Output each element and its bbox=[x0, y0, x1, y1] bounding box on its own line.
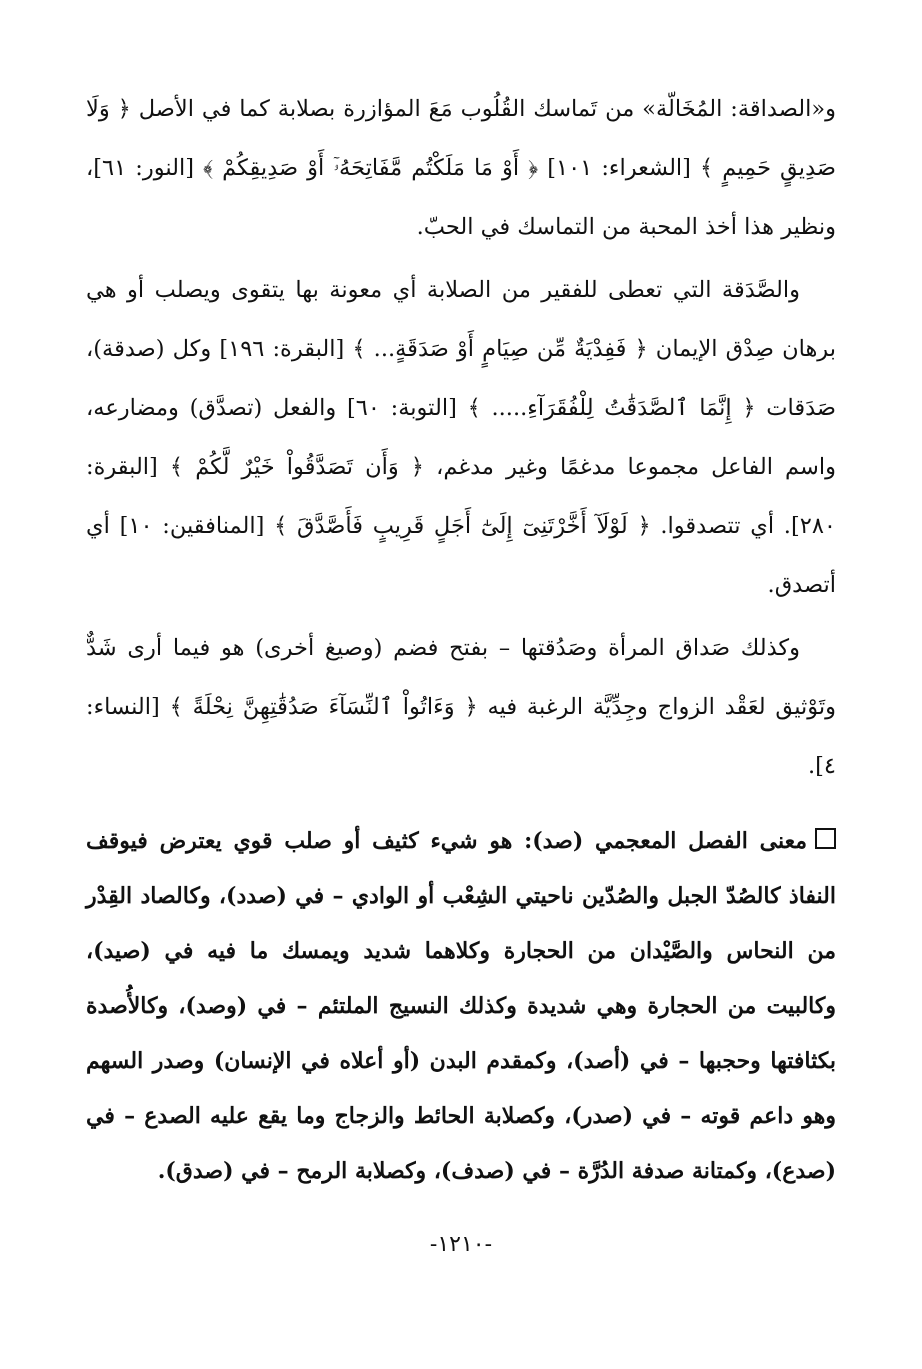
square-bullet-icon bbox=[815, 828, 836, 849]
paragraph-dowry: وكذلك صَداق المرأة وصَدُقتها – بفتح فضم (وصيغ أخرى) هو فيما أرى شَدٌّ وتَوْثيق لعَقْد الزواج وجِدِّيَّة الرغبة فيه ﴿ وَءَاتُواْ ٱلنِّسَآءَ صَدُقَٰتِهِنَّ نِحْلَةً ﴾ [النساء: ٤]. bbox=[86, 635, 836, 779]
paragraph-friendship: و«الصداقة: المُخَالّة» من تَماسك القُلُوب مَعَ المؤازرة بصلابة كما في الأصل ﴿ وَلَا صَدِيقٍ حَمِيمٍ ﴾ [الشعراء: ١٠١] ﴿ أَوْ مَا مَلَكْتُم مَّفَاتِحَهُۥٓ أَوْ صَدِيقِكُمْ ﴾ [النور: ٦١]، ونظير هذا أخذ المحبة من التماسك في الحبّ. bbox=[86, 96, 836, 240]
page-number: -١٢١٠- bbox=[429, 1232, 493, 1257]
page-body bbox=[86, 80, 836, 1309]
paragraph-charity: والصَّدَقة التي تعطى للفقير من الصلابة أي معونة بها يتقوى ويصلب أو هي برهان صِدْق الإيمان ﴿ فَفِدْيَةٌ مِّن صِيَامٍ أَوْ صَدَقَةٍ... ﴾ [البقرة: ١٩٦] وكل (صدقة)، صَدَقات ﴿ إِنَّمَا ٱلصَّدَقَٰتُ لِلْفُقَرَآءِ..... ﴾ [التوبة: ٦٠] والفعل (تصدَّق) ومضارعه، واسم الفاعل مجموعا مدغمًا وغير مدغم، ﴿ وَأَن تَصَدَّقُواْ خَيْرٌ لَّكُمْ ﴾ [البقرة: ٢٨٠]. أي تتصدقوا. ﴿ لَوْلَآ أَخَّرْتَنِىٓ إِلَىٰٓ أَجَلٍ قَرِيبٍ فَأَصَّدَّقَ ﴾ [المنافقين: ١٠] أي أتصدق. bbox=[86, 277, 837, 598]
section-lexical-meaning bbox=[86, 814, 836, 1199]
section-gap bbox=[86, 796, 836, 814]
section-lexical-text: معنى الفصل المعجمي (صد): هو شيء كثيف أو صلب قوي يعترض فيوقف النفاذ كالصُدّ الجبل والصُدّين ناحيتي الشِعْب أو الوادي – في (صدد)، وكالصاد القِدْر من النحاس والصَّيْدان من الحجارة وكلاهما شديد ويمسك ما فيه في (صيد)، وكالبيت من الحجارة وهي شديدة وكذلك النسيج الملتئم – في (وصد)، وكالأُصدة بكثافتها وحجبها – في (أصد)، وكمقدم البدن (أو أعلاه في الإنسان) وصدر السهم وهو داعم قوته – في (صدر)، وكصلابة الحائط والزجاج وما يقع عليه الصدع – في (صدع)، وكمتانة صدفة الدُرَّة – في (صدف)، وكصلابة الرمح – في (صدق). bbox=[86, 828, 836, 1184]
